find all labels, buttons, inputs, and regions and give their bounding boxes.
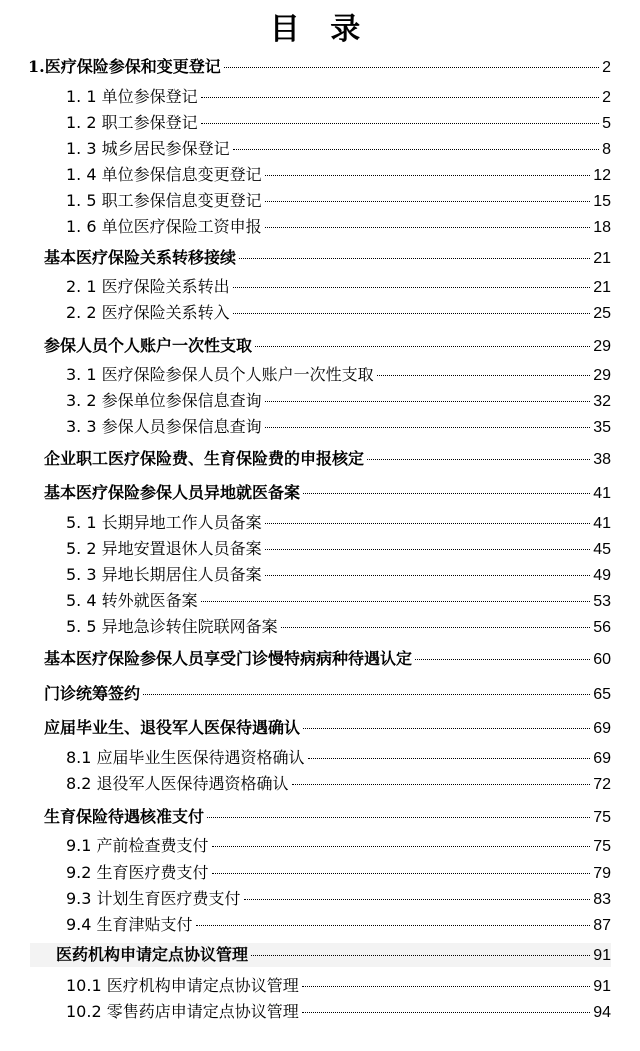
toc-entry[interactable] (66, 275, 611, 299)
toc-entry[interactable] (28, 55, 611, 79)
toc-entry[interactable] (66, 746, 611, 770)
toc-leader-dots (233, 287, 591, 288)
toc-entry[interactable] (66, 415, 611, 439)
toc-page-number: 91 (593, 947, 611, 964)
toc-entry[interactable] (66, 834, 611, 858)
toc-page-number: 2 (602, 59, 611, 76)
toc-entry[interactable] (66, 861, 611, 885)
toc-entry-label: 8.2 退役军人医保待遇资格确认 (66, 774, 289, 793)
toc-entry-label: 9.2 生育医疗费支付 (66, 863, 209, 882)
toc-entry[interactable] (44, 246, 611, 270)
toc-entry[interactable] (44, 447, 611, 471)
toc-page-number: 53 (593, 593, 611, 610)
toc-entry[interactable] (44, 805, 611, 829)
toc-entry[interactable] (66, 301, 611, 325)
toc-leader-dots (265, 175, 591, 176)
toc-leader-dots (201, 601, 591, 602)
toc-entry[interactable] (44, 334, 611, 358)
toc-page-number: 56 (593, 619, 611, 636)
toc-entry-label: 3. 2 参保单位参保信息查询 (66, 391, 262, 410)
toc-entry[interactable] (66, 974, 611, 998)
toc-entry-label: 5. 4 转外就医备案 (66, 591, 198, 610)
toc-leader-dots (224, 67, 599, 68)
toc-page-number: 5 (602, 115, 611, 132)
toc-entry[interactable] (66, 537, 611, 561)
toc-entry[interactable] (66, 772, 611, 796)
toc-entry[interactable] (66, 563, 611, 587)
toc-entry[interactable] (66, 887, 611, 911)
toc-entry-label: 10.2 零售药店申请定点协议管理 (66, 1002, 299, 1021)
toc-leader-dots (143, 694, 590, 695)
toc-page-number: 35 (593, 419, 611, 436)
toc-entry[interactable] (30, 943, 611, 967)
toc-page-number: 45 (593, 541, 611, 558)
toc-leader-dots (244, 899, 591, 900)
toc-leader-dots (265, 401, 591, 402)
toc-leader-dots (201, 123, 599, 124)
toc-page-number: 49 (593, 567, 611, 584)
toc-leader-dots (265, 427, 591, 428)
toc-page-number: 69 (593, 750, 611, 767)
toc-leader-dots (265, 575, 591, 576)
toc-entry-label: 8.1 应届毕业生医保待遇资格确认 (66, 748, 305, 767)
toc-leader-dots (265, 549, 591, 550)
toc-entry[interactable] (66, 615, 611, 639)
toc-page-number: 75 (593, 838, 611, 855)
toc-entry-label: 生育保险待遇核准支付 (44, 807, 205, 826)
toc-leader-dots (255, 346, 590, 347)
toc-entry-label: 2. 1 医疗保险关系转出 (66, 277, 230, 296)
toc-page-number: 69 (593, 720, 611, 737)
toc-leader-dots (207, 817, 590, 818)
toc-entry[interactable] (44, 716, 611, 740)
toc-leader-dots (233, 313, 591, 314)
toc-entry[interactable] (66, 189, 611, 213)
toc-page-number: 32 (593, 393, 611, 410)
toc-page-number: 83 (593, 891, 611, 908)
toc-leader-dots (251, 955, 590, 956)
toc-entry[interactable] (66, 511, 611, 535)
toc-entry-label: 1. 6 单位医疗保险工资申报 (66, 217, 262, 236)
toc-entry-label: 1. 5 职工参保信息变更登记 (66, 191, 262, 210)
toc-leader-dots (292, 784, 591, 785)
toc-entry-label: 参保人员个人账户一次性支取 (44, 336, 253, 355)
toc-entry[interactable] (66, 363, 611, 387)
toc-entry-label: 基本医疗保险关系转移接续 (44, 248, 237, 267)
toc-page-number: 12 (593, 167, 611, 184)
toc-entry-label: 1.医疗保险参保和变更登记 (28, 57, 221, 76)
toc-leader-dots (308, 758, 591, 759)
toc-entry[interactable] (66, 589, 611, 613)
toc-entry[interactable] (66, 85, 611, 109)
toc-entry-label: 基本医疗保险参保人员享受门诊慢特病病种待遇认定 (44, 649, 413, 668)
toc-entry-label: 门诊统筹签约 (44, 684, 141, 703)
toc-leader-dots (265, 201, 591, 202)
toc-leader-dots (281, 627, 591, 628)
toc-leader-dots (212, 873, 591, 874)
toc-entry[interactable] (66, 913, 611, 937)
toc-page-number: 87 (593, 917, 611, 934)
toc-entry-label: 医药机构申请定点协议管理 (56, 945, 249, 964)
toc-entry-label: 10.1 医疗机构申请定点协议管理 (66, 976, 299, 995)
toc-leader-dots (196, 925, 591, 926)
toc-entry-label: 企业职工医疗保险费、生育保险费的申报核定 (44, 449, 365, 468)
toc-entry-label: 5. 2 异地安置退休人员备案 (66, 539, 262, 558)
toc-page-number: 21 (593, 250, 611, 267)
toc-page-number: 41 (593, 485, 611, 502)
toc-page-number: 2 (602, 89, 611, 106)
toc-leader-dots (302, 1012, 590, 1013)
toc-page-number: 79 (593, 865, 611, 882)
toc-leader-dots (233, 149, 599, 150)
toc-page-number: 65 (593, 686, 611, 703)
toc-leader-dots (415, 659, 590, 660)
toc-leader-dots (265, 523, 591, 524)
toc-entry[interactable] (66, 1000, 611, 1024)
toc-entry-label: 5. 5 异地急诊转住院联网备案 (66, 617, 278, 636)
toc-entry[interactable] (66, 111, 611, 135)
toc-entry[interactable] (44, 682, 611, 706)
toc-entry-label: 应届毕业生、退役军人医保待遇确认 (44, 718, 301, 737)
toc-entry[interactable] (66, 215, 611, 239)
toc-page-number: 38 (593, 451, 611, 468)
toc-entry[interactable] (66, 137, 611, 161)
toc-entry[interactable] (66, 163, 611, 187)
toc-page-number: 21 (593, 279, 611, 296)
toc-entry-label: 1. 2 职工参保登记 (66, 113, 198, 132)
toc-entry[interactable] (66, 389, 611, 413)
toc-page-number: 75 (593, 809, 611, 826)
toc-entry[interactable] (44, 481, 611, 505)
toc-leader-dots (367, 459, 590, 460)
toc-page-number: 25 (593, 305, 611, 322)
toc-page-number: 72 (593, 776, 611, 793)
toc-entry-label: 1. 4 单位参保信息变更登记 (66, 165, 262, 184)
toc-leader-dots (377, 375, 591, 376)
toc-entry-label: 3. 3 参保人员参保信息查询 (66, 417, 262, 436)
toc-entry-label: 1. 1 单位参保登记 (66, 87, 198, 106)
toc-entry-label: 5. 3 异地长期居住人员备案 (66, 565, 262, 584)
toc-entry-label: 5. 1 长期异地工作人员备案 (66, 513, 262, 532)
toc-leader-dots (303, 493, 590, 494)
toc-page-number: 18 (593, 219, 611, 236)
toc-entry-label: 9.1 产前检查费支付 (66, 836, 209, 855)
toc-page-number: 94 (593, 1004, 611, 1021)
toc-entry-label: 9.4 生育津贴支付 (66, 915, 193, 934)
page-title: 目 录 (269, 12, 371, 47)
toc-entry[interactable] (44, 647, 611, 671)
toc-page-number: 41 (593, 515, 611, 532)
toc-page-number: 91 (593, 978, 611, 995)
toc-page-number: 15 (593, 193, 611, 210)
toc-page-number: 29 (593, 338, 611, 355)
toc-page-number: 60 (593, 651, 611, 668)
toc-leader-dots (303, 728, 590, 729)
toc-entry-label: 1. 3 城乡居民参保登记 (66, 139, 230, 158)
toc-entry-label: 3. 1 医疗保险参保人员个人账户一次性支取 (66, 365, 374, 384)
toc-entry-label: 9.3 计划生育医疗费支付 (66, 889, 241, 908)
toc-page-number: 8 (602, 141, 611, 158)
toc-leader-dots (302, 986, 590, 987)
toc-leader-dots (265, 227, 591, 228)
toc-page-number: 29 (593, 367, 611, 384)
toc-leader-dots (201, 97, 599, 98)
toc-entry-label: 基本医疗保险参保人员异地就医备案 (44, 483, 301, 502)
toc-leader-dots (212, 846, 591, 847)
toc-leader-dots (239, 258, 590, 259)
toc-entry-label: 2. 2 医疗保险关系转入 (66, 303, 230, 322)
